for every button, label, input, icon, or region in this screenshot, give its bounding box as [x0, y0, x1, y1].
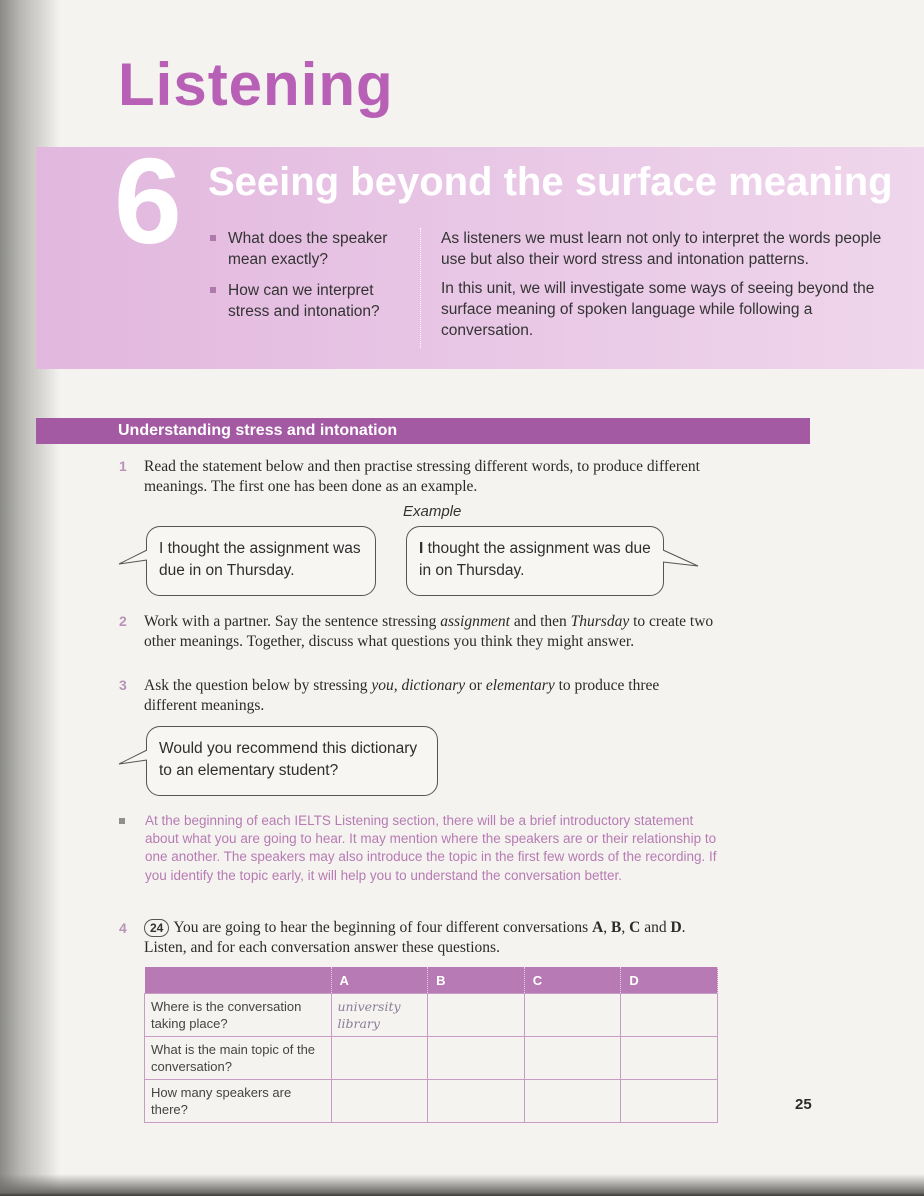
exam-tip: At the beginning of each IELTS Listening section, there will be a brief introductory statement about what you are going to hear. It may mention where the speakers are or their relationship to one another. The speakers may also introduce the topic in the first few words of the recording. If you identify the topic early, it will help you to understand the conversation better.: [145, 813, 717, 883]
page-number: 25: [795, 1096, 812, 1113]
speech-bubble-tail-icon: [118, 548, 148, 570]
text-run: and then: [509, 613, 571, 630]
table-header-cell: A: [331, 967, 428, 994]
stressed-word: I: [419, 540, 424, 557]
text-run: You are going to hear the beginning of four different conversations: [173, 919, 593, 936]
task-1-instructions: Read the statement below and then practise stressing different words, to produce different meanings. The first one has been done as an example.: [144, 458, 700, 495]
text-run: . Listen, and for each conversation answer these questions.: [144, 919, 686, 956]
task-number: 2: [119, 613, 127, 629]
unit-divider: [420, 228, 421, 348]
speech-bubble-statement: [146, 526, 376, 596]
audio-track-icon[interactable]: [144, 919, 169, 937]
emphasis: assignment: [440, 613, 510, 630]
task-2-instructions: [144, 612, 714, 651]
audio-track-number: 24: [150, 921, 164, 935]
answer-table: [144, 967, 718, 1123]
table-question-cell: What is the main topic of the conversation?: [145, 1037, 332, 1080]
unit-intro-paragraph: In this unit, we will investigate some ways of seeing beyond the surface meaning of spoken language while following a conversation.: [441, 280, 875, 339]
table-row: [145, 994, 718, 1037]
page-bottom-shadow: [0, 1174, 924, 1196]
answer-cell[interactable]: [428, 1037, 525, 1080]
speech-bubble-example: [406, 526, 664, 596]
answer-cell[interactable]: [621, 1080, 718, 1123]
table-row: [145, 1080, 718, 1123]
speech-bubble-text: Would you recommend this dictionary to an elementary student?: [159, 740, 418, 779]
tip-bullet-icon: [119, 818, 125, 824]
table-header-cell: C: [524, 967, 621, 994]
text-run: and: [640, 919, 671, 936]
answer-cell[interactable]: [524, 1080, 621, 1123]
square-bullet-icon: [210, 287, 216, 293]
unit-question-item: [208, 280, 408, 322]
unit-questions-list: [208, 228, 408, 332]
example-label: Example: [403, 503, 462, 520]
speech-bubble-question: [146, 726, 438, 796]
speech-bubble-tail-icon: [118, 748, 148, 770]
square-bullet-icon: [210, 235, 216, 241]
unit-question-item: [208, 228, 408, 270]
conversation-letter: B: [611, 919, 622, 936]
answer-cell[interactable]: [621, 1037, 718, 1080]
speech-bubble-text: I thought the assignment was due in on Thursday.: [159, 540, 361, 579]
table-header-cell: D: [621, 967, 718, 994]
emphasis: Thursday: [570, 613, 630, 630]
section-title: Listening: [118, 51, 394, 118]
unit-question-text: How can we interpret stress and intonation?: [228, 282, 380, 320]
unit-intro: [441, 228, 891, 349]
task-number: 4: [119, 920, 127, 936]
table-header-cell: B: [428, 967, 525, 994]
subsection-title: Understanding stress and intonation: [118, 422, 398, 439]
unit-title: Seeing beyond the surface meaning: [208, 160, 893, 204]
task-4-instructions: [144, 918, 729, 957]
text-run: to create two other meanings. Together, discuss what questions you think they might answer.: [144, 613, 714, 650]
task-number: 3: [119, 677, 127, 693]
text-run: ,: [621, 919, 630, 936]
answer-cell[interactable]: [428, 994, 525, 1037]
text-run: Work with a partner. Say the sentence stressing: [144, 613, 441, 630]
conversation-letter: A: [592, 919, 604, 936]
text-run: ,: [603, 919, 612, 936]
answer-cell[interactable]: [331, 1037, 428, 1080]
handwritten-answer: university library: [337, 999, 401, 1031]
unit-number: 6: [114, 133, 182, 269]
task-3-instructions: [144, 676, 704, 715]
text-run: to produce three different meanings.: [144, 677, 660, 714]
unit-question-text: What does the speaker mean exactly?: [228, 230, 388, 268]
conversation-letter: C: [629, 919, 641, 936]
speech-bubble-tail-icon: [662, 548, 700, 570]
text-run: or: [465, 677, 486, 694]
table-header-blank: [145, 967, 332, 994]
table-question-cell: How many speakers are there?: [145, 1080, 332, 1123]
answer-cell[interactable]: [524, 1037, 621, 1080]
subsection-header: [36, 418, 810, 444]
emphasis: elementary: [485, 677, 555, 694]
answer-cell[interactable]: [621, 994, 718, 1037]
answer-cell[interactable]: [428, 1080, 525, 1123]
unit-intro-paragraph: As listeners we must learn not only to interpret the words people use but also their word stress and intonation patterns.: [441, 230, 882, 268]
table-header-row: [145, 967, 718, 994]
conversation-letter: D: [670, 919, 682, 936]
table-row: [145, 1037, 718, 1080]
task-number: 1: [119, 458, 127, 474]
answer-cell[interactable]: [524, 994, 621, 1037]
emphasis: you, dictionary: [371, 677, 466, 694]
text-run: Ask the question below by stressing: [144, 677, 372, 694]
speech-bubble-text: thought the assignment was due in on Thursday.: [419, 540, 651, 579]
answer-cell[interactable]: [331, 994, 428, 1037]
table-question-cell: Where is the conversation taking place?: [145, 994, 332, 1037]
answer-cell[interactable]: [331, 1080, 428, 1123]
